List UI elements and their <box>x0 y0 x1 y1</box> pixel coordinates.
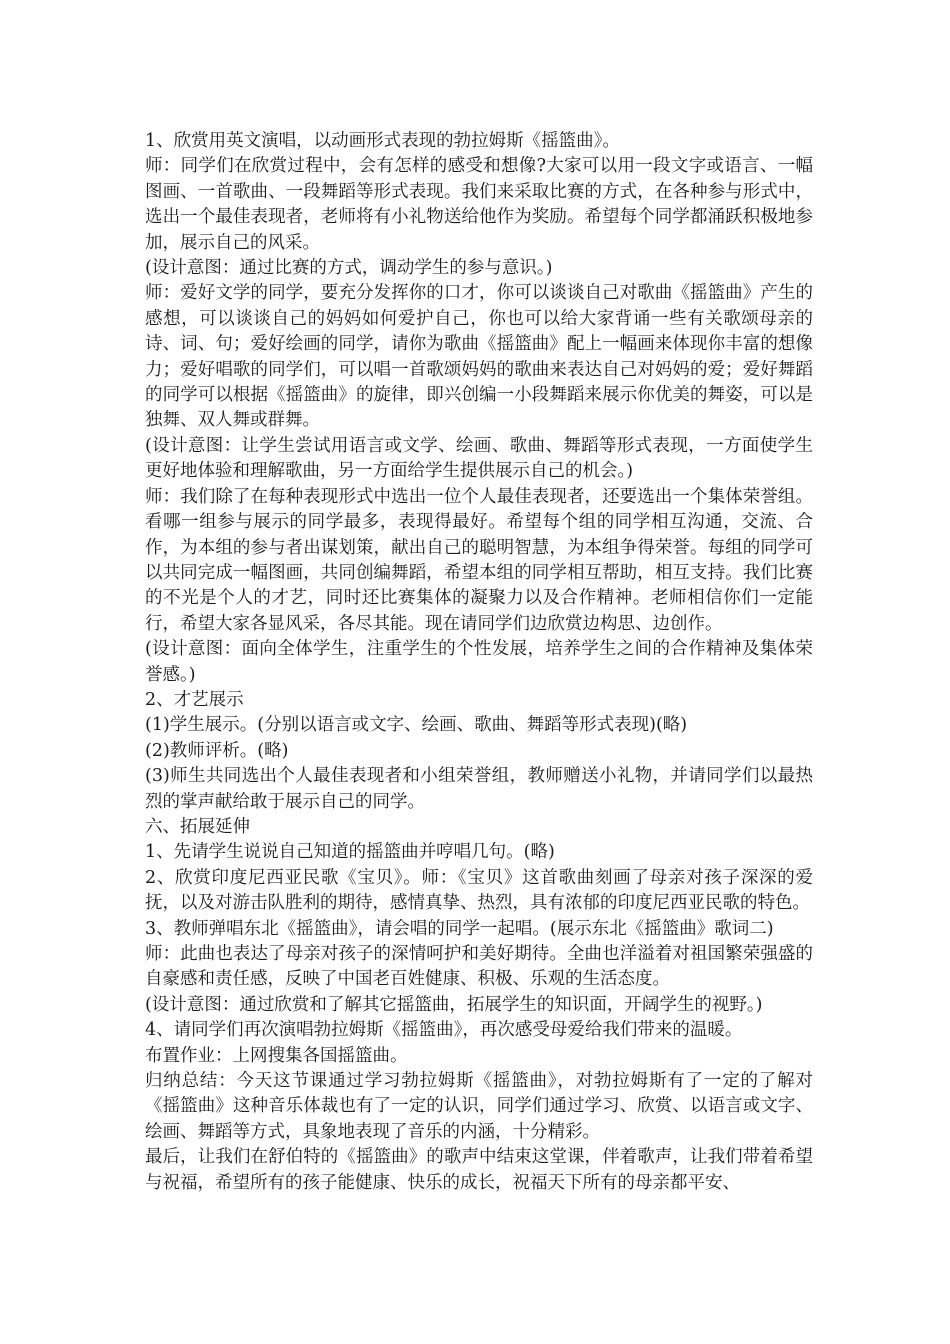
paragraph: (3)师生共同选出个人最佳表现者和小组荣誉组，教师赠送小礼物，并请同学们以最热烈的掌声献给敢于展示自己的同学。 <box>145 766 813 812</box>
paragraph: (1)学生展示。(分别以语言或文字、绘画、歌曲、舞蹈等形式表现)(略) <box>145 715 688 736</box>
paragraph: 师：爱好文学的同学，要充分发挥你的口才，你可以谈谈自己对歌曲《摇篮曲》产生的感想，可以谈谈自己的妈妈如何爱护自己，你也可以给大家背诵一些有关歌颂母亲的诗、词、句；爱好绘画的同学，请你为歌曲《摇篮曲》配上一幅画来体现你丰富的想像力；爱好唱歌的同学们，可以唱一首歌颂妈妈的歌曲来表达自己对妈妈的爱；爱好舞蹈的同学可以根据《摇篮曲》的旋律，即兴创编一小段舞蹈来展示你优美的舞姿，可以是独舞、双人舞或群舞。 <box>145 283 813 431</box>
design-intent-note: (设计意图：通过欣赏和了解其它摇篮曲，拓展学生的知识面，开阔学生的视野。) <box>145 994 763 1015</box>
paragraph: 师：此曲也表达了母亲对孩子的深情呵护和美好期待。全曲也洋溢着对祖国繁荣强盛的自豪感和责任感，反映了中国老百姓健康、积极、乐观的生活态度。 <box>145 944 813 990</box>
design-intent-note: (设计意图：通过比赛的方式，调动学生的参与意识。) <box>145 258 553 279</box>
design-intent-note: (设计意图：面向全体学生，注重学生的个性发展，培养学生之间的合作精神及集体荣誉感。) <box>145 639 813 685</box>
paragraph: 1、先请学生说说自己知道的摇篮曲并哼唱几句。(略) <box>145 842 555 863</box>
summary: 归纳总结：今天这节课通过学习勃拉姆斯《摇篮曲》，对勃拉姆斯有了一定的了解对《摇篮曲》这种音乐体裁也有了一定的认识，同学们通过学习、欣赏、以语言或文字、绘画、舞蹈等方式，具象地表现了音乐的内涵，十分精彩。 <box>145 1071 813 1142</box>
section-heading: 2、才艺展示 <box>145 689 244 710</box>
section-heading: 六、拓展延伸 <box>145 816 250 837</box>
paragraph: 4、请同学们再次演唱勃拉姆斯《摇篮曲》，再次感受母爱给我们带来的温暖。 <box>145 1020 743 1041</box>
homework: 布置作业：上网搜集各国摇篮曲。 <box>145 1045 408 1066</box>
paragraph: 1、欣赏用英文演唱，以动画形式表现的勃拉姆斯《摇篮曲》。 <box>145 131 620 151</box>
design-intent-note: (设计意图：让学生尝试用语言或文学、绘画、歌曲、舞蹈等形式表现，一方面使学生更好地体验和理解歌曲，另一方面给学生提供展示自己的机会。) <box>145 435 813 482</box>
paragraph: 师：我们除了在每种表现形式中选出一位个人最佳表现者，还要选出一个集体荣誉组。看哪一组参与展示的同学最多，表现得最好。希望每个组的同学相互沟通，交流、合作，为本组的参与者出谋划策，献出自己的聪明智慧，为本组争得荣誉。每组的同学可以共同完成一幅图画，共同创编舞蹈，希望本组的同学相互帮助，相互支持。我们比赛的不光是个人的才艺，同时还比赛集体的凝聚力以及合作精神。老师相信你们一定能行，希望大家各显风采，各尽其能。现在请同学们边欣赏边构思、边创作。 <box>145 486 813 634</box>
paragraph: 3、教师弹唱东北《摇篮曲》，请会唱的同学一起唱。(展示东北《摇篮曲》歌词二) <box>145 918 774 939</box>
paragraph: 2、欣赏印度尼西亚民歌《宝贝》。师：《宝贝》这首歌曲刻画了母亲对孩子深深的爱抚，以及对游击队胜利的期待，感情真挚、热烈，具有浓郁的印度尼西亚民歌的特色。 <box>145 867 813 914</box>
document-body <box>145 129 813 1196</box>
closing-paragraph: 最后，让我们在舒伯特的《摇篮曲》的歌声中结束这堂课，伴着歌声，让我们带着希望与祝福，希望所有的孩子能健康、快乐的成长，祝福天下所有的母亲都平安、 <box>145 1147 813 1193</box>
paragraph: (2)教师评析。(略) <box>145 740 289 761</box>
paragraph: 师：同学们在欣赏过程中，会有怎样的感受和想像?大家可以用一段文字或语言、一幅图画、一首歌曲、一段舞蹈等形式表现。我们来采取比赛的方式，在各种参与形式中，选出一个最佳表现者，老师将有小礼物送给他作为奖励。希望每个同学都涌跃积极地参加，展示自己的风采。 <box>145 156 813 253</box>
